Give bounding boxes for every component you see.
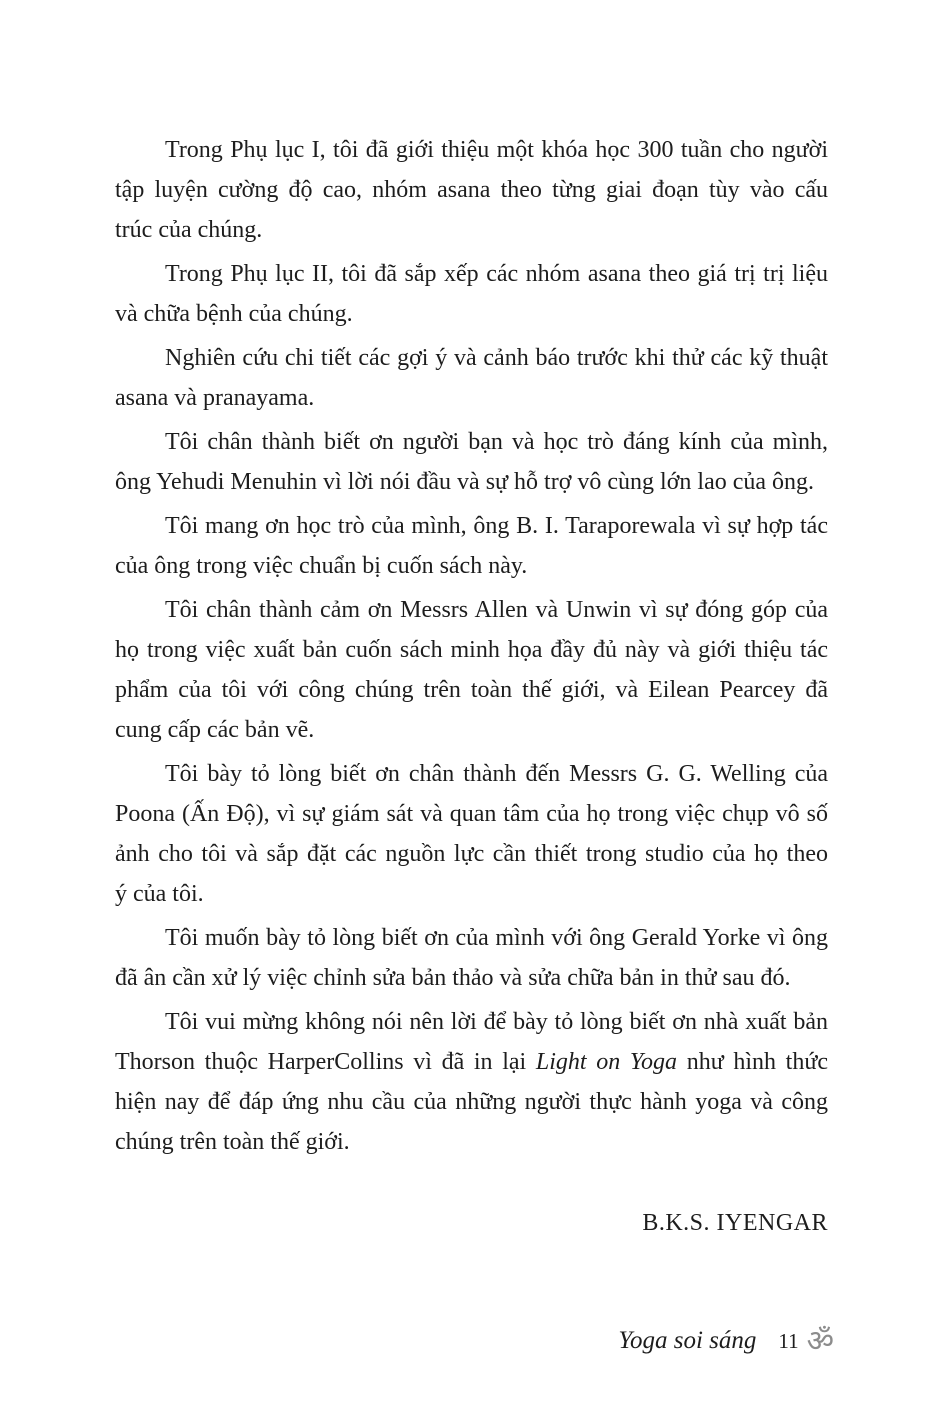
- text-line: [115, 210, 828, 250]
- text-segment: chúng trên toàn thế giới.: [115, 1129, 350, 1155]
- text-segment: trúc của chúng.: [115, 217, 263, 243]
- text-segment: phẩm của tôi với công chúng trên toàn thế giới, và Eilean Pearcey đã: [115, 677, 828, 703]
- text-segment: và chữa bệnh của chúng.: [115, 301, 353, 327]
- text-segment: đã ân cần xử lý việc chỉnh sửa bản thảo và sửa chữa bản in thử sau đó.: [115, 965, 791, 991]
- text-line: [115, 710, 828, 750]
- text-line: [115, 254, 828, 294]
- text-line: [115, 874, 828, 914]
- paragraph: [115, 1002, 828, 1162]
- text-segment: Nghiên cứu chi tiết các gợi ý và cảnh báo trước khi thử các kỹ thuật: [165, 345, 828, 371]
- text-line: [115, 130, 828, 170]
- text-segment: Tôi chân thành cảm ơn Messrs Allen và Unwin vì sự đóng góp của: [165, 597, 828, 623]
- text-segment: ý của tôi.: [115, 881, 204, 907]
- author-signature: B.K.S. IYENGAR: [642, 1210, 828, 1236]
- text-line: [115, 918, 828, 958]
- running-footer-title: Yoga soi sáng: [618, 1327, 757, 1354]
- paragraph: [115, 338, 828, 418]
- text-segment: hiện nay để đáp ứng nhu cầu của những người thực hành yoga và công: [115, 1089, 828, 1115]
- text-segment: cung cấp các bản vẽ.: [115, 717, 315, 743]
- page-footer: [618, 1324, 834, 1359]
- text-segment: họ trong việc xuất bản cuốn sách minh họa đầy đủ này và giới thiệu tác: [115, 637, 828, 663]
- text-line: [115, 754, 828, 794]
- text-segment: Trong Phụ lục I, tôi đã giới thiệu một khóa học 300 tuần cho người: [165, 137, 828, 163]
- text-line: [115, 1042, 828, 1082]
- text-line: [115, 1082, 828, 1122]
- text-segment: Trong Phụ lục II, tôi đã sắp xếp các nhóm asana theo giá trị trị liệu: [165, 261, 828, 287]
- text-line: [115, 546, 828, 586]
- paragraph: [115, 754, 828, 914]
- text-line: [115, 794, 828, 834]
- text-segment: Thorson thuộc HarperCollins vì đã in lại: [115, 1049, 536, 1075]
- body-text: [115, 130, 828, 1166]
- text-segment: như hình thức: [677, 1049, 829, 1075]
- text-segment: tập luyện cường độ cao, nhóm asana theo từng giai đoạn tùy vào cấu: [115, 177, 828, 203]
- text-segment: Tôi mang ơn học trò của mình, ông B. I. Taraporewala vì sự hợp tác: [165, 513, 828, 539]
- paragraph: [115, 254, 828, 334]
- page-number: 11: [778, 1329, 799, 1353]
- text-line: [115, 834, 828, 874]
- om-symbol-icon: ॐ: [806, 1324, 834, 1359]
- text-segment: Tôi chân thành biết ơn người bạn và học trò đáng kính của mình,: [165, 429, 828, 455]
- text-line: [115, 422, 828, 462]
- text-line: [115, 378, 828, 418]
- text-line: [115, 506, 828, 546]
- text-line: [115, 630, 828, 670]
- text-segment: của ông trong việc chuẩn bị cuốn sách này.: [115, 553, 528, 579]
- text-line: [115, 670, 828, 710]
- paragraph: [115, 506, 828, 586]
- italic-book-title: Light on Yoga: [535, 1049, 678, 1075]
- text-segment: Tôi vui mừng không nói nên lời để bày tỏ lòng biết ơn nhà xuất bản: [165, 1009, 828, 1035]
- text-segment: Tôi bày tỏ lòng biết ơn chân thành đến Messrs G. G. Welling của: [165, 761, 828, 787]
- text-line: [115, 590, 828, 630]
- text-segment: ảnh cho tôi và sắp đặt các nguồn lực cần thiết trong studio của họ theo: [115, 841, 828, 867]
- paragraph: [115, 130, 828, 250]
- paragraph: [115, 422, 828, 502]
- text-line: [115, 1122, 828, 1162]
- text-line: [115, 338, 828, 378]
- paragraph: [115, 918, 828, 998]
- text-line: [115, 1002, 828, 1042]
- text-segment: asana và pranayama.: [115, 385, 315, 411]
- text-line: [115, 170, 828, 210]
- text-segment: ông Yehudi Menuhin vì lời nói đầu và sự hỗ trợ vô cùng lớn lao của ông.: [115, 469, 815, 495]
- text-line: [115, 462, 828, 502]
- text-segment: Tôi muốn bày tỏ lòng biết ơn của mình với ông Gerald Yorke vì ông: [165, 925, 828, 951]
- text-line: [115, 294, 828, 334]
- text-segment: Poona (Ấn Độ), vì sự giám sát và quan tâm của họ trong việc chụp vô số: [115, 801, 828, 827]
- paragraph: [115, 590, 828, 750]
- text-line: [115, 958, 828, 998]
